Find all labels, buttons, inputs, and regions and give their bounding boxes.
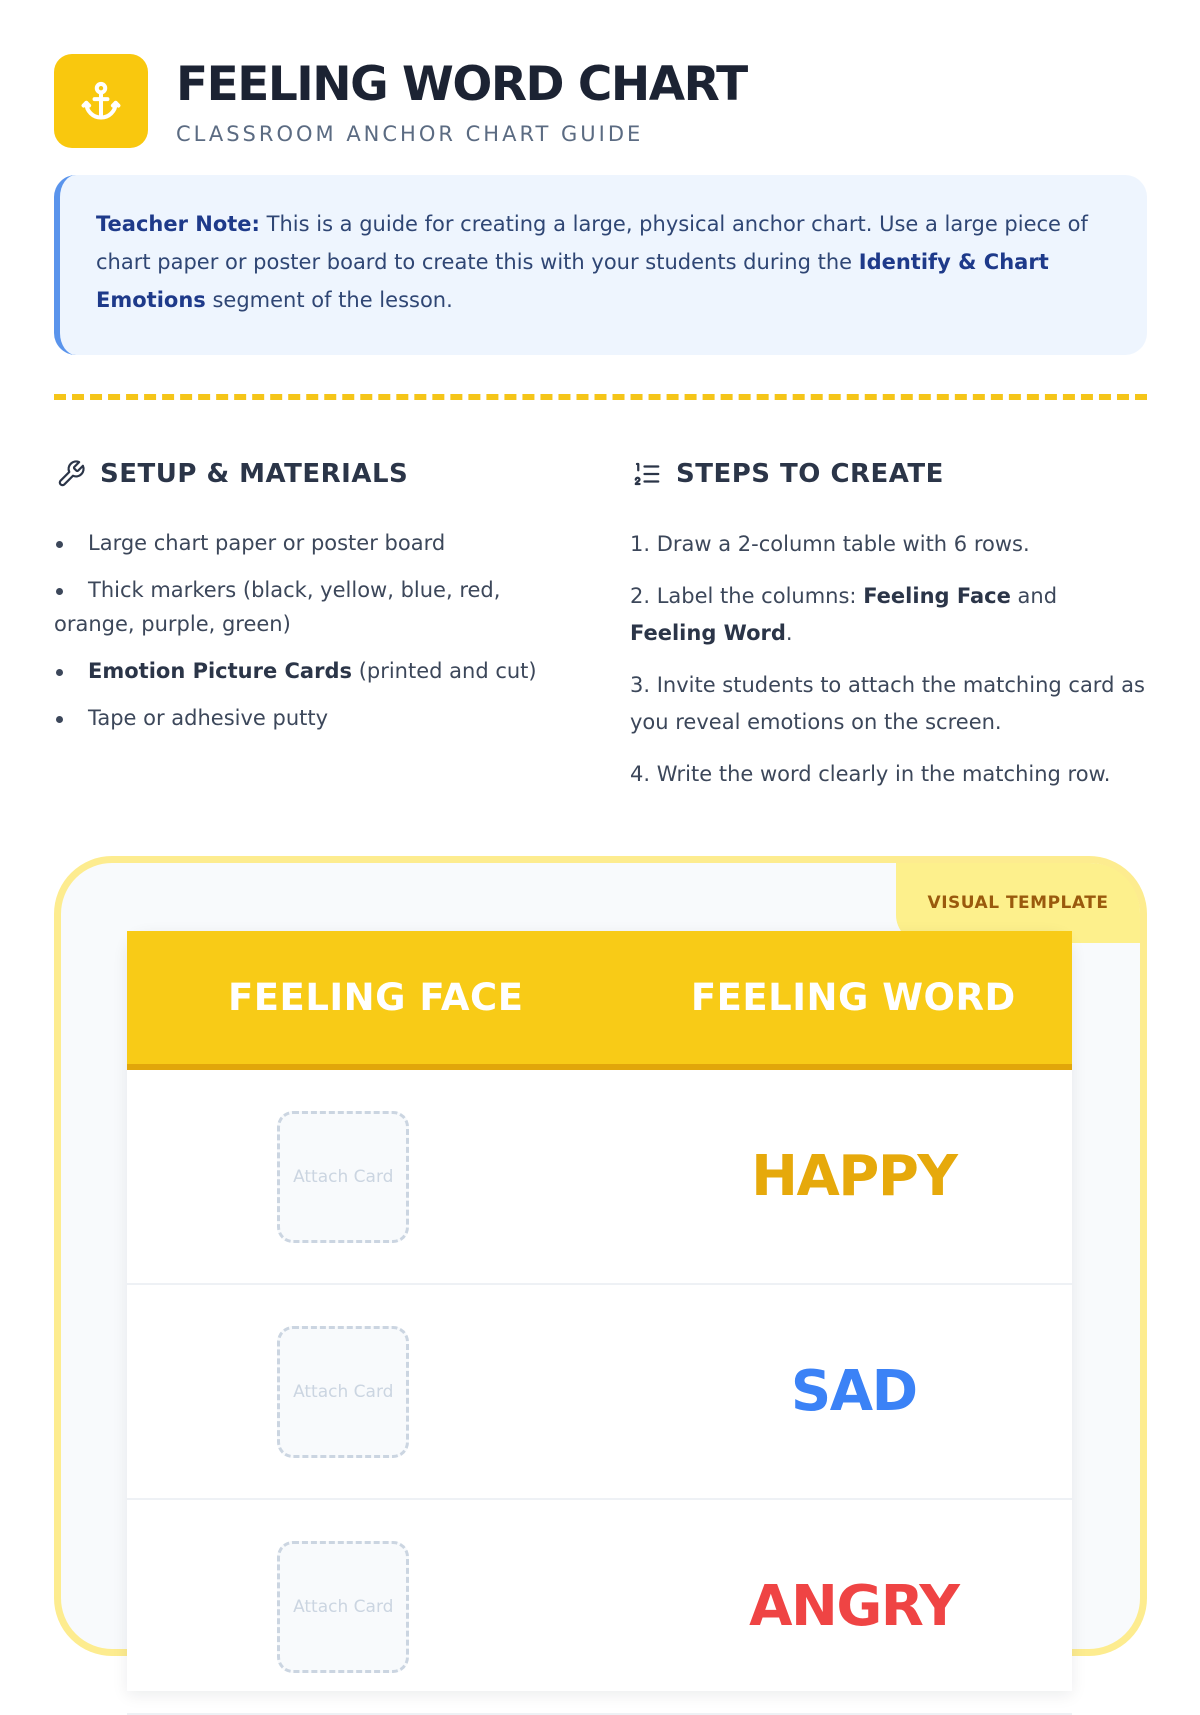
- anchor-icon: [79, 79, 123, 123]
- column-header-face: FEELING FACE: [228, 976, 524, 1019]
- steps-list: [630, 526, 1150, 793]
- list-item: Large chart paper or poster board: [54, 526, 574, 560]
- table-row: [127, 1500, 1072, 1715]
- teacher-note: [54, 175, 1147, 355]
- list-item-bold: Emotion Picture Cards: [88, 659, 352, 683]
- materials-heading: SETUP & MATERIALS: [100, 459, 409, 489]
- feeling-word: HAPPY: [751, 1144, 957, 1209]
- column-header-word: FEELING WORD: [690, 976, 1016, 1019]
- steps-section: [630, 456, 1150, 808]
- attach-card-slot[interactable]: Attach Card: [277, 1541, 409, 1673]
- visual-template: [54, 856, 1147, 1656]
- materials-section: [54, 456, 574, 748]
- table-row: [127, 1285, 1072, 1500]
- step-4: 4. Write the word clearly in the matching row.: [630, 762, 1111, 786]
- note-label: Teacher Note:: [96, 212, 260, 236]
- chart-table: [127, 931, 1072, 1691]
- note-text-end: segment of the lesson.: [212, 288, 453, 312]
- materials-list: [54, 526, 574, 735]
- attach-card-slot[interactable]: Attach Card: [277, 1111, 409, 1243]
- logo: [54, 54, 148, 148]
- steps-heading: STEPS TO CREATE: [676, 459, 944, 489]
- chart-header: [127, 931, 1072, 1070]
- divider: [54, 394, 1147, 400]
- feeling-word: ANGRY: [749, 1574, 959, 1639]
- note-text: This is a guide for creating a large, physical anchor chart. Use a large piece of chart paper or poster board to create this with your students during the: [96, 212, 1088, 274]
- list-item: Tape or adhesive putty: [54, 701, 574, 735]
- list-item: Emotion Picture Cards (printed and cut): [54, 654, 574, 688]
- table-row: [127, 1070, 1072, 1285]
- step-1: 1. Draw a 2-column table with 6 rows.: [630, 532, 1030, 556]
- note-highlight: Identify & Chart Emotions: [96, 250, 1049, 312]
- header: [54, 54, 747, 148]
- list-item: Thick markers (black, yellow, blue, red, orange, purple, green): [54, 573, 574, 641]
- template-badge: VISUAL TEMPLATE: [896, 863, 1140, 943]
- page-subtitle: CLASSROOM ANCHOR CHART GUIDE: [176, 121, 644, 146]
- feeling-word: SAD: [790, 1359, 917, 1424]
- step-3: 3. Invite students to attach the matching card as you reveal emotions on the screen.: [630, 673, 1145, 734]
- numbered-list-icon: [630, 457, 664, 491]
- page-title: FEELING WORD CHART: [176, 56, 747, 112]
- attach-card-slot[interactable]: Attach Card: [277, 1326, 409, 1458]
- step-2: 2. Label the columns: Feeling Face and Feeling Word.: [630, 584, 1058, 645]
- wrench-icon: [54, 457, 88, 491]
